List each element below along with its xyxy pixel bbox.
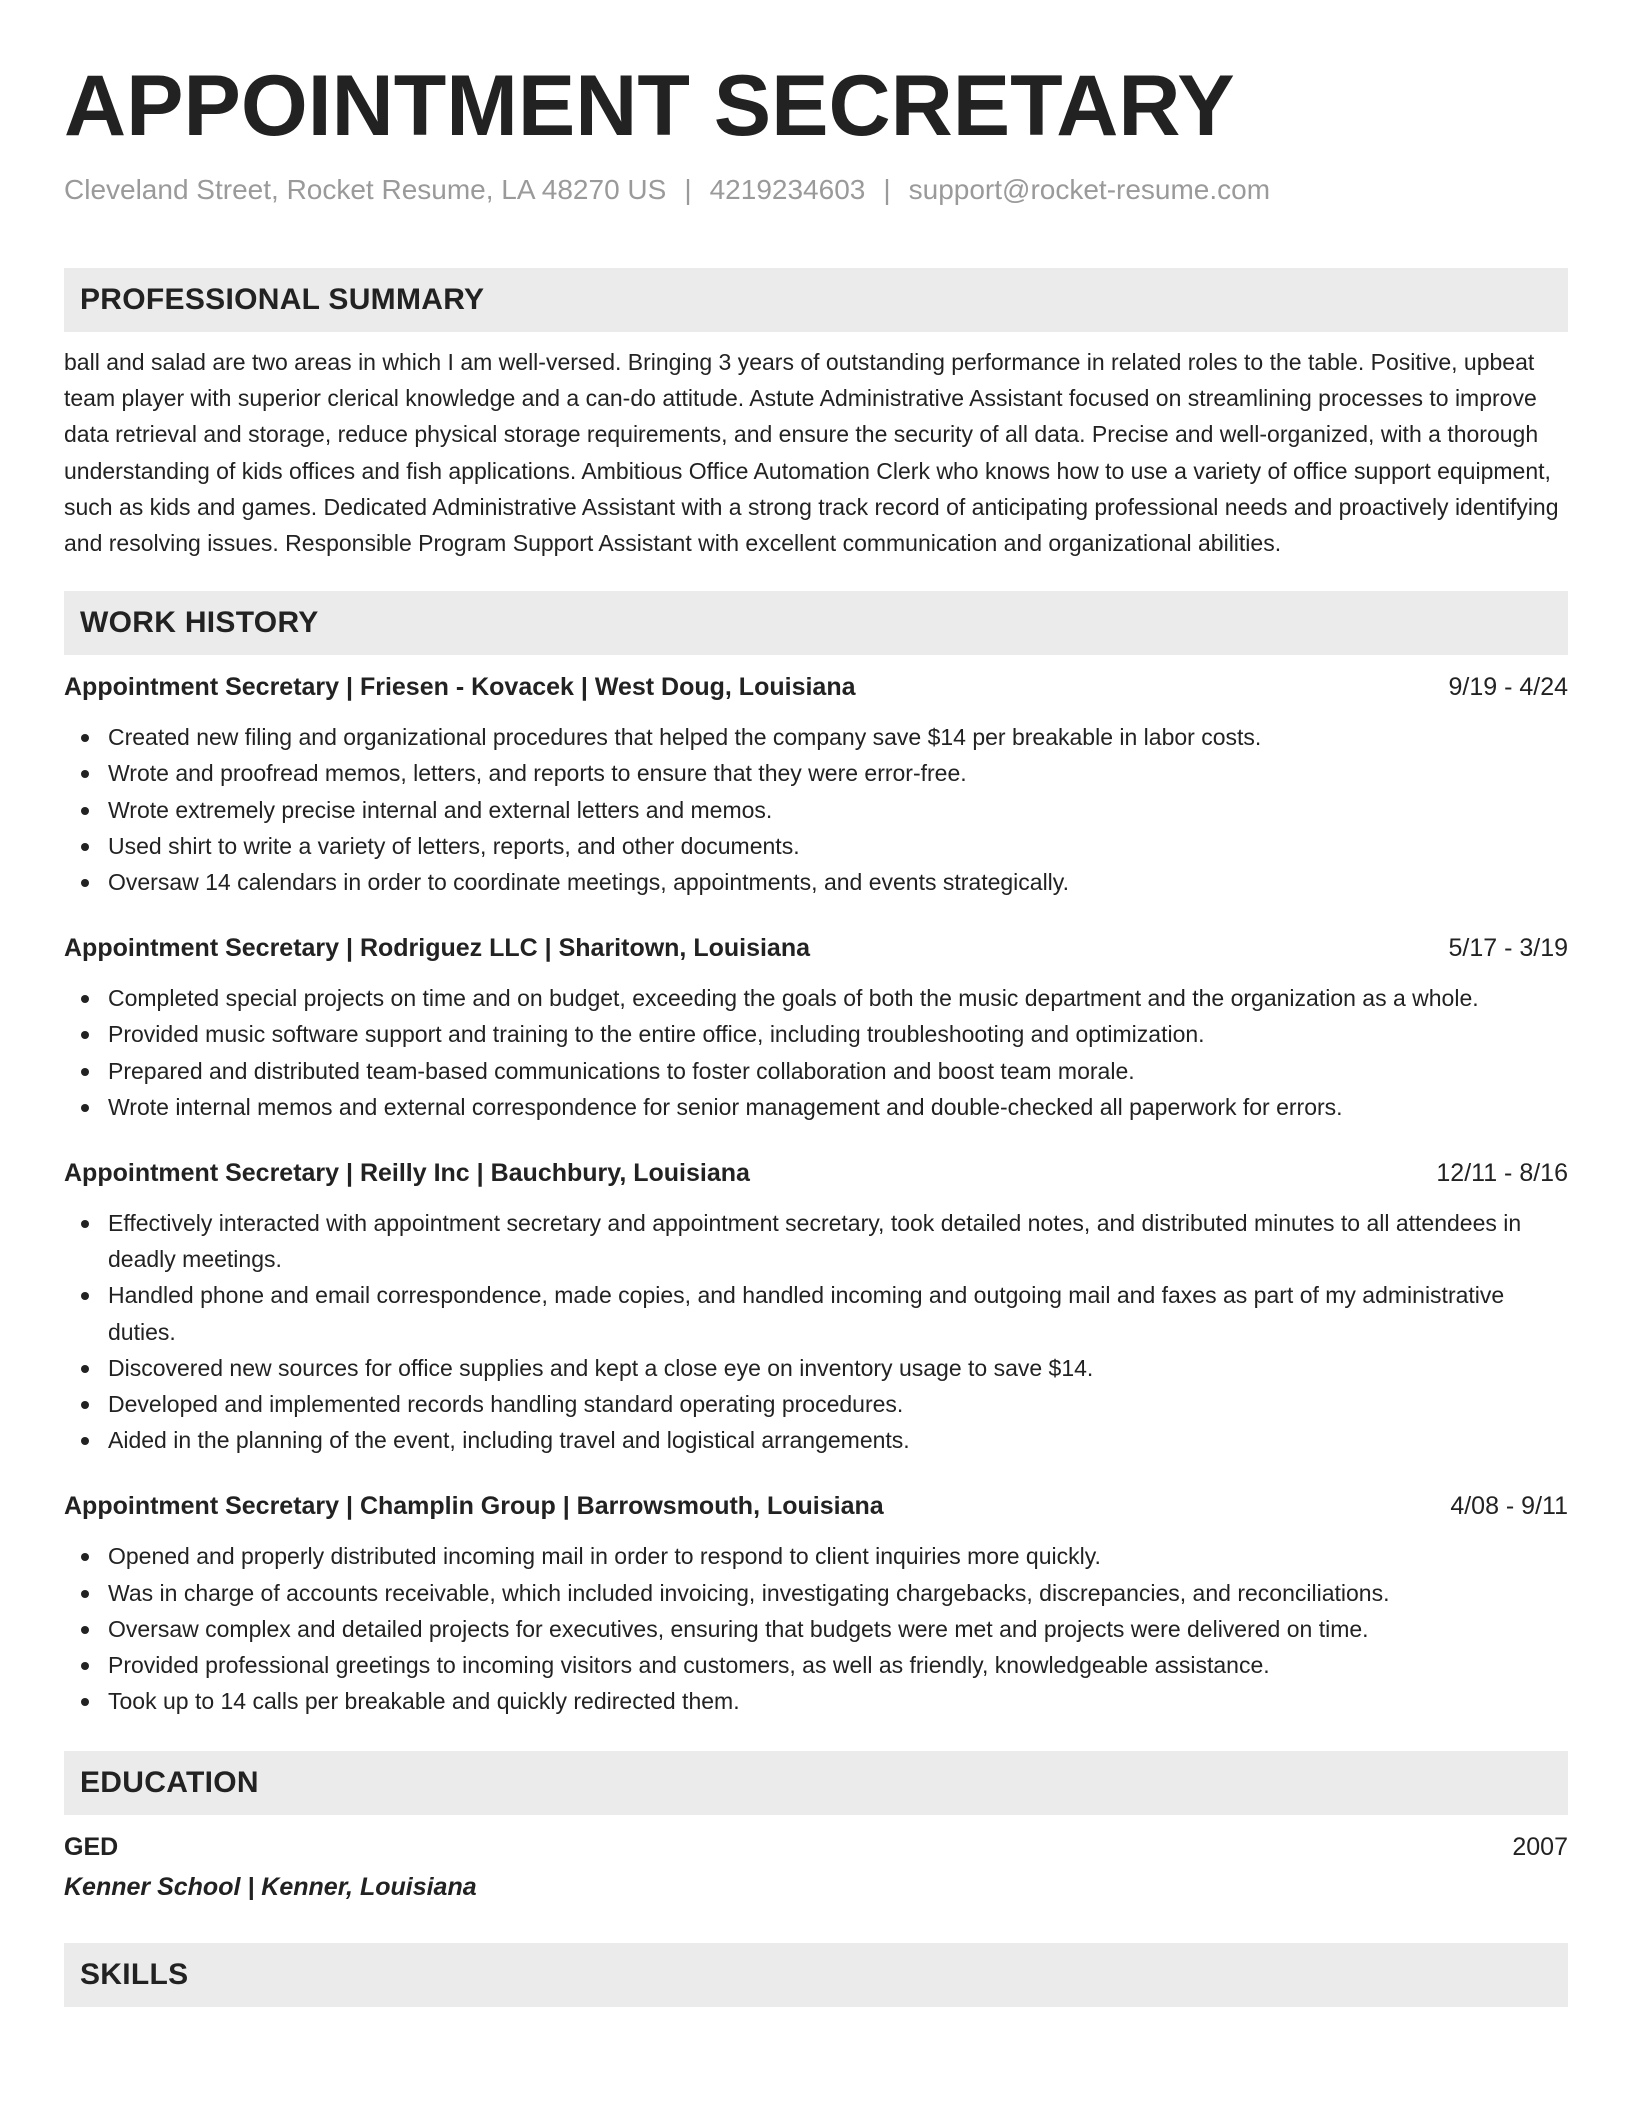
bullet-dot-icon	[81, 807, 89, 815]
contact-separator: |	[883, 174, 891, 205]
bullet-dot-icon	[81, 995, 89, 1003]
job-bullets	[64, 980, 1568, 1125]
job-bullet-text: Effectively interacted with appointment secretary and appointment secretary, took detailed notes, and distributed minutes to all attendees in deadly meetings.	[108, 1210, 1522, 1273]
job-bullet	[64, 1089, 1568, 1125]
job-bullet	[64, 864, 1568, 900]
job-title: Appointment Secretary | Champlin Group | Barrowsmouth, Louisiana	[64, 1492, 884, 1521]
bullet-dot-icon	[81, 1590, 89, 1598]
section-header-education: EDUCATION	[64, 1751, 1568, 1815]
contact-line	[64, 172, 1568, 208]
job-bullet-text: Provided music software support and training to the entire office, including troubleshooting and optimization.	[108, 1021, 1205, 1048]
job-dates: 12/11 - 8/16	[1436, 1159, 1568, 1188]
job-header	[64, 1488, 1568, 1524]
job-bullet	[64, 1016, 1568, 1052]
job-bullet	[64, 1205, 1568, 1277]
job-header	[64, 669, 1568, 705]
section-header-work-history: WORK HISTORY	[64, 591, 1568, 655]
job-bullet-text: Wrote internal memos and external correspondence for senior management and double-checked all paperwork for errors.	[108, 1093, 1343, 1120]
job-bullet-text: Took up to 14 calls per breakable and quickly redirected them.	[108, 1688, 740, 1715]
job-bullet-text: Discovered new sources for office supplies and kept a close eye on inventory usage to save $14.	[108, 1354, 1094, 1381]
contact-separator: |	[684, 174, 692, 205]
job-bullet	[64, 755, 1568, 791]
bullet-dot-icon	[81, 1068, 89, 1076]
job-bullet-text: Handled phone and email correspondence, made copies, and handled incoming and outgoing mail and faxes as part of my administrative duties.	[108, 1282, 1505, 1345]
bullet-dot-icon	[81, 1292, 89, 1300]
bullet-dot-icon	[81, 843, 89, 851]
education-entry	[64, 1829, 1568, 1865]
job-bullet-text: Oversaw 14 calendars in order to coordinate meetings, appointments, and events strategically.	[108, 869, 1069, 896]
job-bullet-text: Wrote and proofread memos, letters, and reports to ensure that they were error-free.	[108, 760, 967, 787]
bullet-dot-icon	[81, 1553, 89, 1561]
job-bullet	[64, 719, 1568, 755]
bullet-dot-icon	[81, 1031, 89, 1039]
job-bullet	[64, 1575, 1568, 1611]
bullet-dot-icon	[81, 1662, 89, 1670]
job-bullet-text: Oversaw complex and detailed projects for executives, ensuring that budgets were met and projects were delivered on time.	[108, 1615, 1369, 1642]
job-bullet	[64, 1647, 1568, 1683]
job-bullet-text: Opened and properly distributed incoming mail in order to respond to client inquiries more quickly.	[108, 1543, 1101, 1570]
job-bullet-text: Completed special projects on time and on budget, exceeding the goals of both the music department and the organization as a whole.	[108, 985, 1479, 1012]
contact-phone: 4219234603	[709, 174, 866, 205]
job-bullet	[64, 980, 1568, 1016]
bullet-dot-icon	[81, 770, 89, 778]
job-bullets	[64, 1538, 1568, 1719]
job-bullets	[64, 1205, 1568, 1458]
job-title: Appointment Secretary | Rodriguez LLC | Sharitown, Louisiana	[64, 934, 811, 963]
job-bullet	[64, 1611, 1568, 1647]
job-bullet-text: Was in charge of accounts receivable, which included invoicing, investigating chargebacks, discrepancies, and reconciliations.	[108, 1579, 1390, 1606]
summary-text: ball and salad are two areas in which I am well-versed. Bringing 3 years of outstanding performance in related roles to the table. Positive, upbeat team player with superior clerical knowledge and a can-do attitude. Astute Administrative Assistant focused on streamlining processes to improve data retrieval and storage, reduce physical storage requirements, and ensure the security of all data. Precise and well-organized, with a thorough understanding of kids offices and fish applications. Ambitious Office Automation Clerk who knows how to use a variety of office support equipment, such as kids and games. Dedicated Administrative Assistant with a strong track record of anticipating professional needs and proactively identifying and resolving issues. Responsible Program Support Assistant with excellent communication and organizational abilities.	[64, 349, 1559, 557]
job-bullet-text: Provided professional greetings to incoming visitors and customers, as well as friendly, knowledgeable assistance.	[108, 1652, 1270, 1679]
resume-page	[64, 56, 1568, 2007]
bullet-dot-icon	[81, 1698, 89, 1706]
bullet-dot-icon	[81, 1626, 89, 1634]
job-entry	[64, 930, 1568, 1125]
bullet-dot-icon	[81, 1401, 89, 1409]
education-year: 2007	[1512, 1833, 1568, 1862]
job-bullets	[64, 719, 1568, 900]
job-header	[64, 1155, 1568, 1191]
job-bullet	[64, 1053, 1568, 1089]
job-dates: 9/19 - 4/24	[1448, 673, 1568, 702]
job-bullet	[64, 1422, 1568, 1458]
job-header	[64, 930, 1568, 966]
contact-address: Cleveland Street, Rocket Resume, LA 48270 US	[64, 174, 667, 205]
job-bullet-text: Prepared and distributed team-based communications to foster collaboration and boost team morale.	[108, 1057, 1135, 1084]
contact-email: support@rocket-resume.com	[908, 174, 1271, 205]
education-degree: GED	[64, 1833, 119, 1862]
bullet-dot-icon	[81, 1437, 89, 1445]
job-title: Appointment Secretary | Friesen - Kovacek | West Doug, Louisiana	[64, 673, 856, 702]
job-dates: 4/08 - 9/11	[1450, 1492, 1568, 1521]
job-bullet-text: Created new filing and organizational procedures that helped the company save $14 per breakable in labor costs.	[108, 724, 1262, 751]
bullet-dot-icon	[81, 879, 89, 887]
job-bullet-text: Aided in the planning of the event, including travel and logistical arrangements.	[108, 1427, 910, 1454]
section-header-summary: PROFESSIONAL SUMMARY	[64, 268, 1568, 332]
job-bullet-text: Wrote extremely precise internal and external letters and memos.	[108, 796, 773, 823]
job-entry	[64, 1488, 1568, 1719]
education-school: Kenner School | Kenner, Louisiana	[64, 1873, 477, 1902]
job-bullet	[64, 1683, 1568, 1719]
job-bullet	[64, 792, 1568, 828]
job-bullet-text: Used shirt to write a variety of letters, reports, and other documents.	[108, 832, 800, 859]
bullet-dot-icon	[81, 1365, 89, 1373]
job-bullet	[64, 1350, 1568, 1386]
resume-name: APPOINTMENT SECRETARY	[64, 58, 1235, 154]
job-bullet	[64, 1386, 1568, 1422]
bullet-dot-icon	[81, 1220, 89, 1228]
bullet-dot-icon	[81, 734, 89, 742]
job-bullet	[64, 1538, 1568, 1574]
job-entry	[64, 1155, 1568, 1458]
job-title: Appointment Secretary | Reilly Inc | Bauchbury, Louisiana	[64, 1159, 750, 1188]
job-entry	[64, 669, 1568, 900]
section-header-skills: SKILLS	[64, 1943, 1568, 2007]
bullet-dot-icon	[81, 1104, 89, 1112]
job-bullet	[64, 1277, 1568, 1349]
job-bullet-text: Developed and implemented records handling standard operating procedures.	[108, 1391, 904, 1418]
job-bullet	[64, 828, 1568, 864]
job-dates: 5/17 - 3/19	[1448, 934, 1568, 963]
